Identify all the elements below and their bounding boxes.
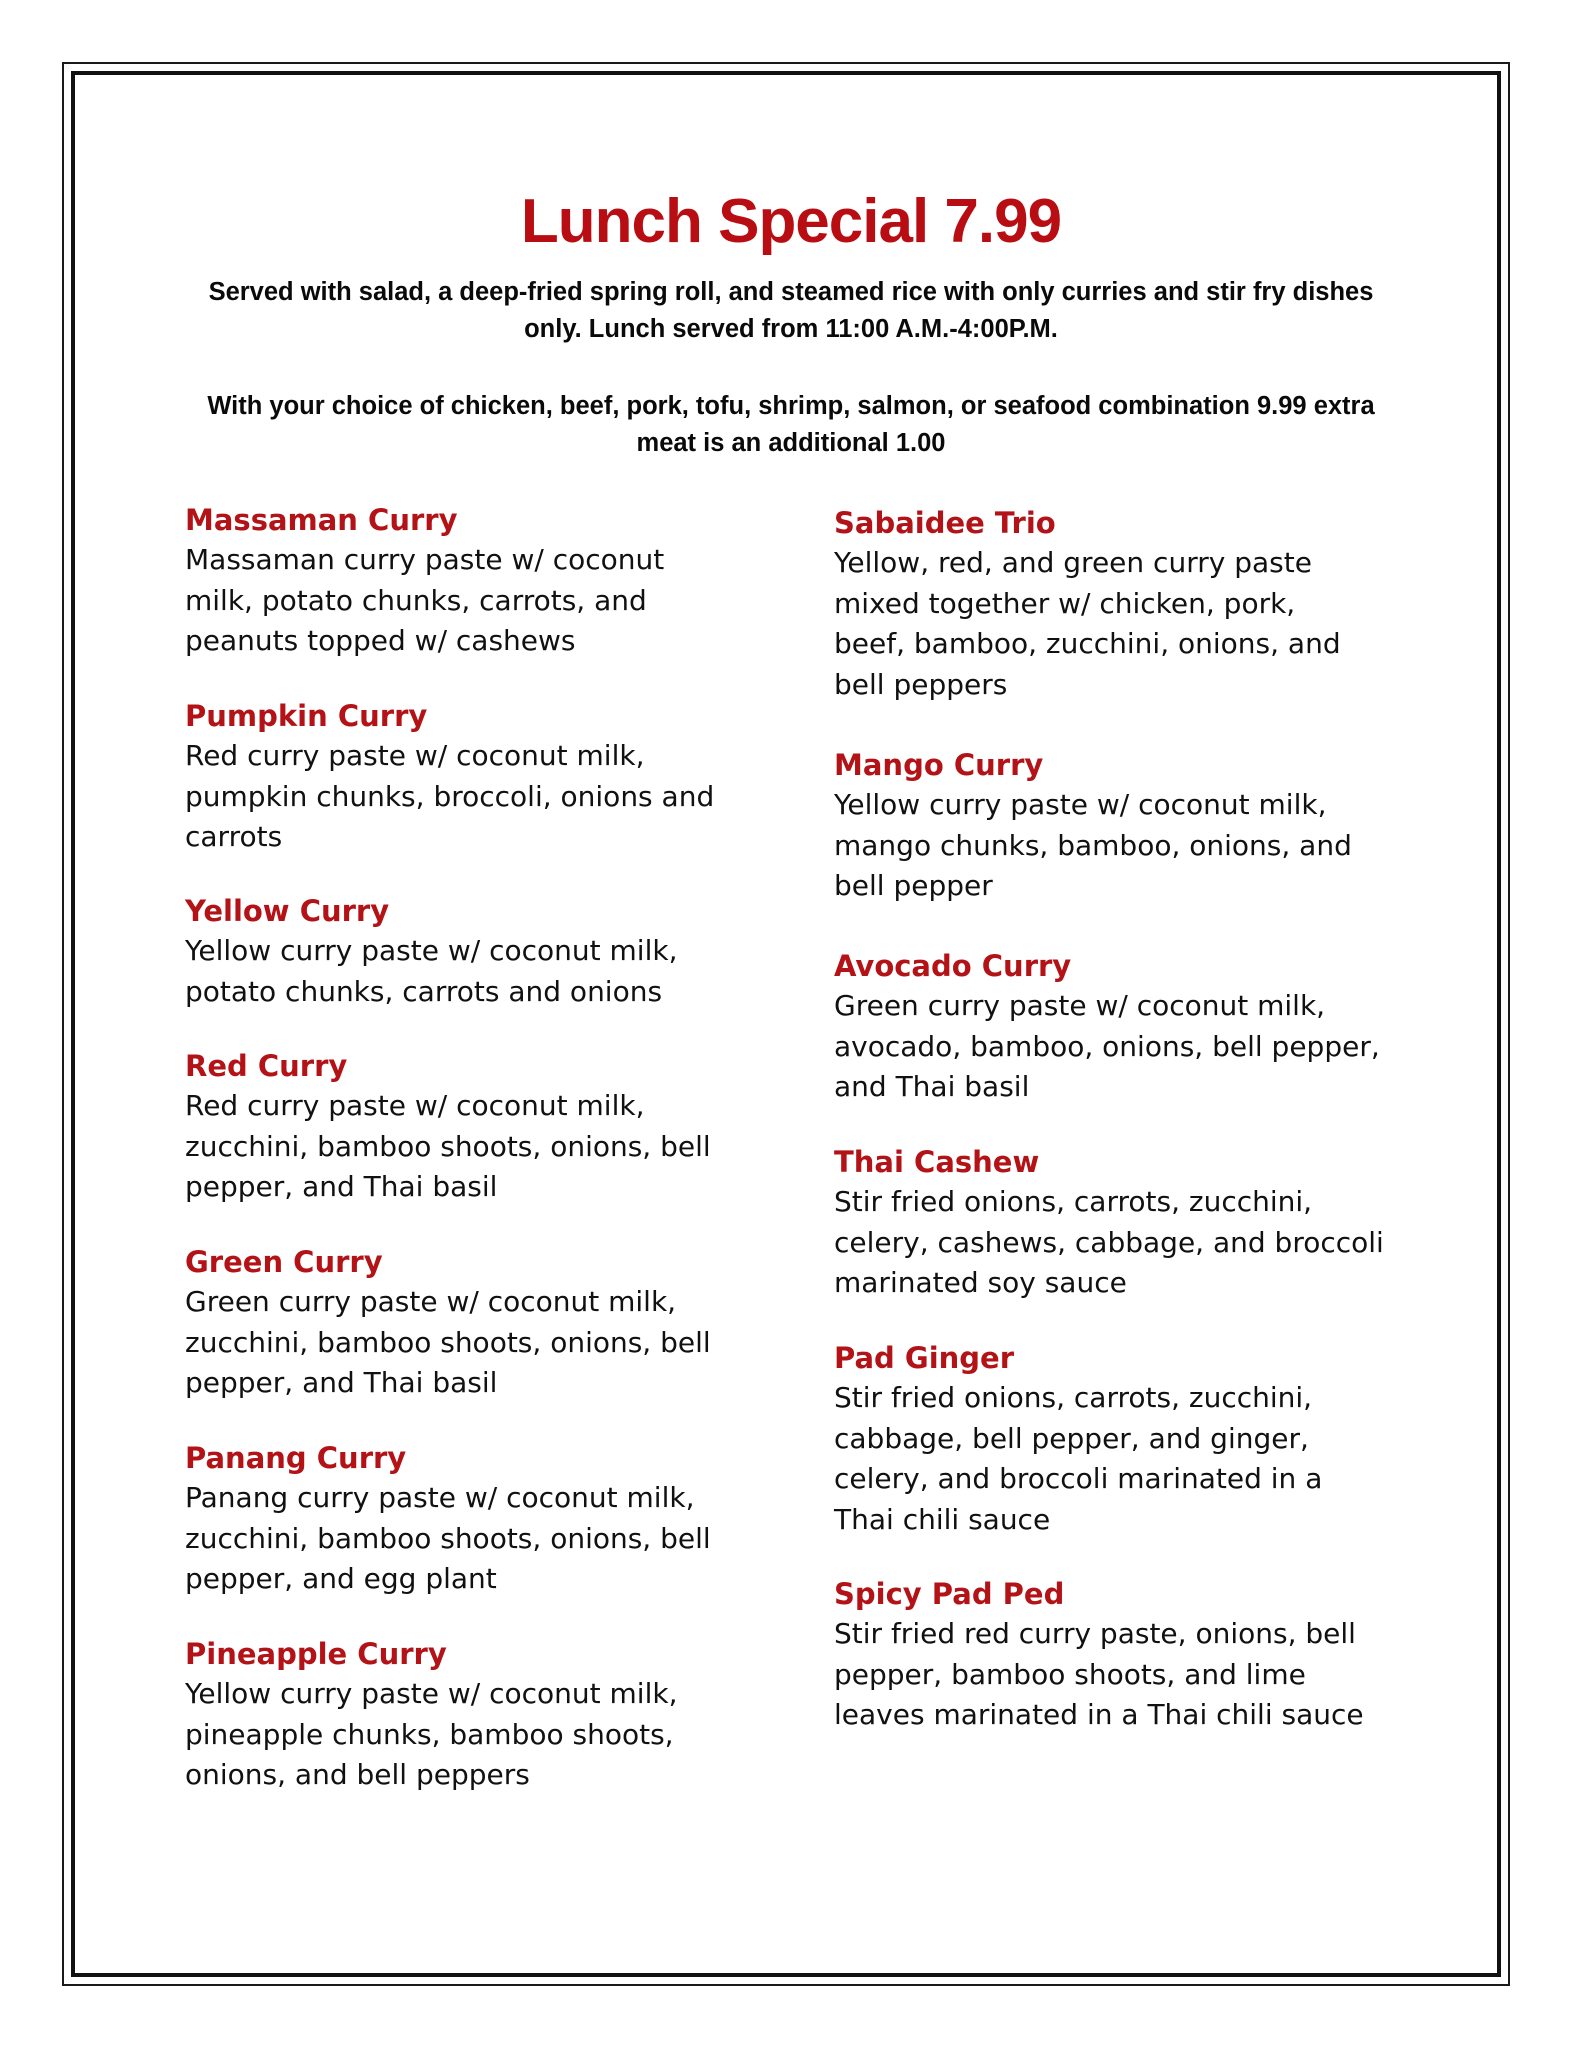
menu-item [185, 1242, 745, 1404]
menu-item-name: Green Curry [185, 1245, 383, 1279]
menu-item-description: Stir fried red curry paste, onions, bell pepper, bamboo shoots, and lime leaves marinated in a Thai chili sauce [834, 1617, 1364, 1731]
menu-item-description: Yellow, red, and green curry paste mixed together w/ chicken, pork, beef, bamboo, zucchini, onions, and bell peppers [834, 546, 1341, 701]
menu-item-description: Green curry paste w/ coconut milk, zucchini, bamboo shoots, onions, bell pepper, and Thai basil [185, 1285, 711, 1399]
menu-item-description: Massaman curry paste w/ coconut milk, potato chunks, carrots, and peanuts topped w/ cashews [185, 543, 665, 657]
menu-item [834, 503, 1414, 705]
menu-item [185, 500, 745, 662]
menu-item-name: Pad Ginger [834, 1341, 1015, 1375]
menu-item [834, 745, 1414, 907]
menu-item [185, 891, 745, 1012]
protein-choice-note: With your choice of chicken, beef, pork, tofu, shrimp, salmon, or seafood combination 9.99 extra meat is an additional 1.00 [207, 392, 1375, 457]
menu-item [185, 696, 745, 858]
menu-item-name: Pineapple Curry [185, 1637, 447, 1671]
menu-item [834, 1574, 1414, 1736]
menu-item-description: Green curry paste w/ coconut milk, avocado, bamboo, onions, bell pepper, and Thai basil [834, 989, 1380, 1103]
menu-item-name: Panang Curry [185, 1441, 407, 1475]
menu-item-name: Spicy Pad Ped [834, 1577, 1065, 1611]
menu-item [185, 1634, 745, 1796]
menu-item [185, 1438, 745, 1600]
menu-item-name: Mango Curry [834, 748, 1044, 782]
menu-item-description: Yellow curry paste w/ coconut milk, potato chunks, carrots and onions [185, 934, 678, 1008]
menu-item-name: Thai Cashew [834, 1145, 1040, 1179]
menu-item [185, 1046, 745, 1208]
menu-item [834, 1338, 1414, 1540]
menu-item-description: Panang curry paste w/ coconut milk, zucchini, bamboo shoots, onions, bell pepper, and egg plant [185, 1481, 711, 1595]
menu-item-description: Yellow curry paste w/ coconut milk, pineapple chunks, bamboo shoots, onions, and bell peppers [185, 1677, 678, 1791]
menu-item-description: Red curry paste w/ coconut milk, pumpkin chunks, broccoli, onions and carrots [185, 739, 715, 853]
menu-item-description: Yellow curry paste w/ coconut milk, mango chunks, bamboo, onions, and bell pepper [834, 788, 1352, 902]
menu-item-name: Pumpkin Curry [185, 699, 428, 733]
menu-item-description: Red curry paste w/ coconut milk, zucchini, bamboo shoots, onions, bell pepper, and Thai basil [185, 1089, 711, 1203]
menu-item [834, 946, 1414, 1108]
lunch-served-note: Served with salad, a deep-fried spring roll, and steamed rice with only curries and stir fry dishes only. Lunch served from 11:00 A.M.-4:00P.M. [208, 278, 1374, 343]
menu-item-description: Stir fried onions, carrots, zucchini, cabbage, bell pepper, and ginger, celery, and broccoli marinated in a Thai chili sauce [834, 1381, 1323, 1536]
menu-item [834, 1142, 1414, 1304]
menu-item-name: Avocado Curry [834, 949, 1072, 983]
menu-item-description: Stir fried onions, carrots, zucchini, celery, cashews, cabbage, and broccoli marinated soy sauce [834, 1185, 1384, 1299]
menu-item-name: Yellow Curry [185, 894, 390, 928]
menu-title: Lunch Special 7.99 [520, 187, 1062, 256]
menu-item-name: Red Curry [185, 1049, 348, 1083]
menu-item-name: Massaman Curry [185, 503, 458, 537]
menu-item-name: Sabaidee Trio [834, 506, 1056, 540]
